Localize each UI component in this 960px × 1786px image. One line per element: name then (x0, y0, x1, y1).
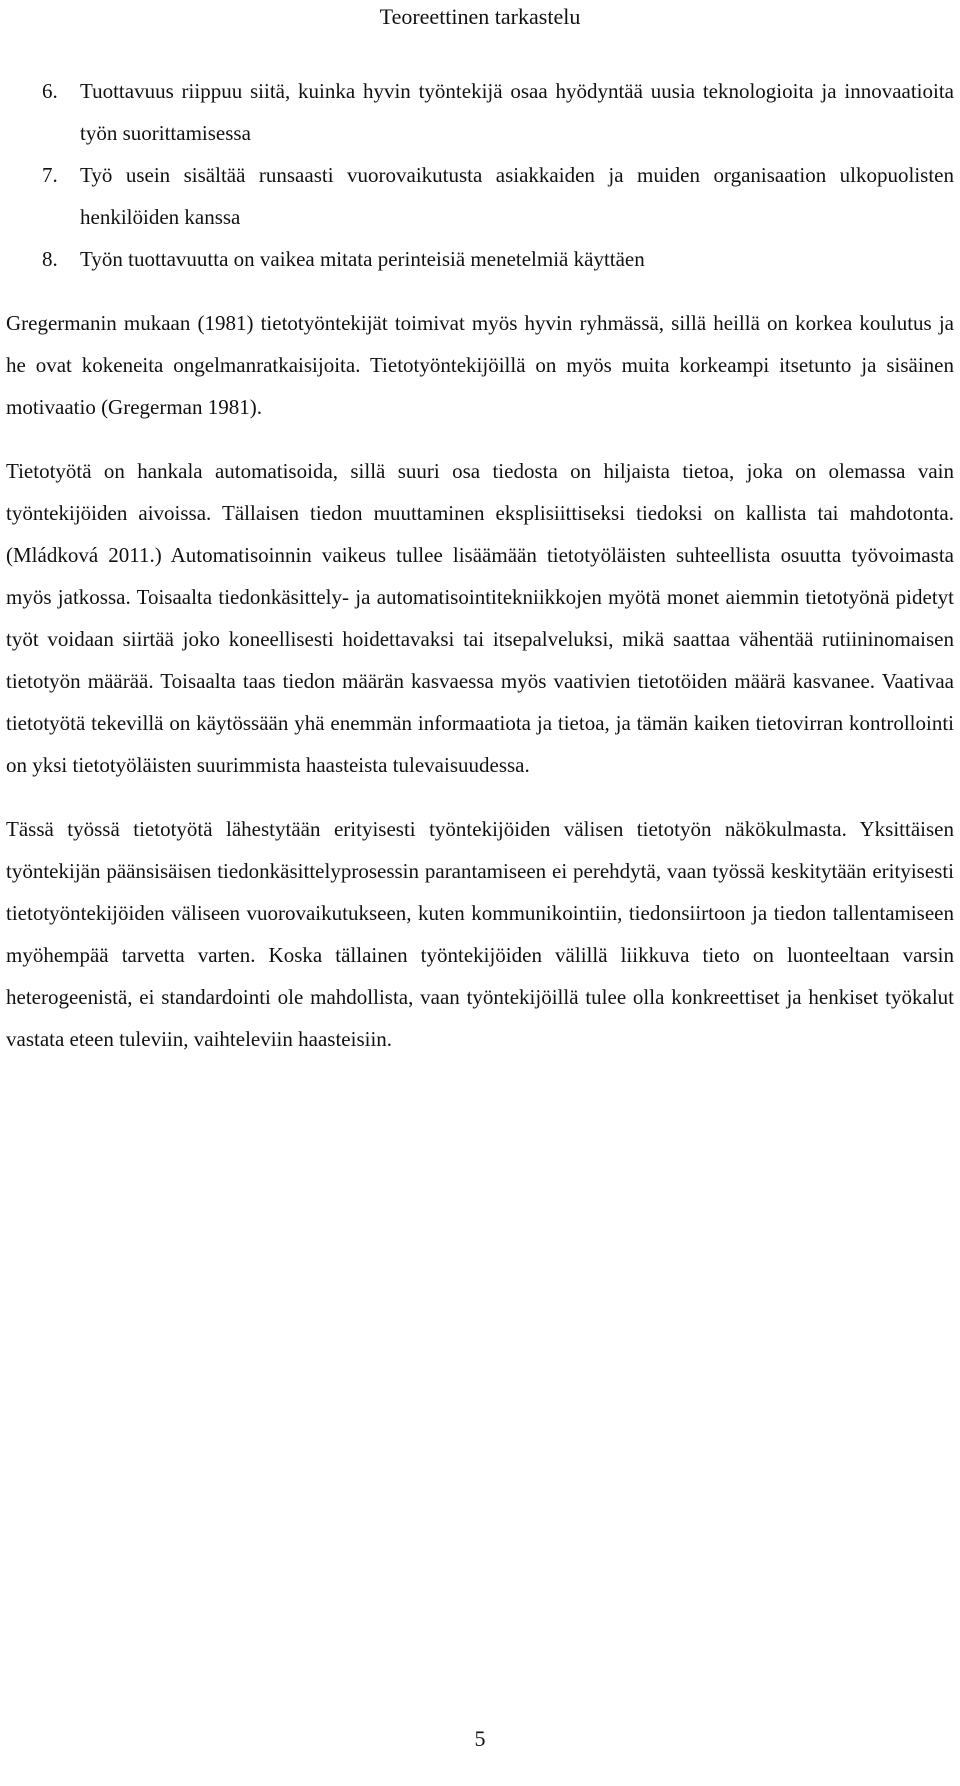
paragraph-gregerman: Gregermanin mukaan (1981) tietotyöntekijät toimivat myös hyvin ryhmässä, sillä heillä on korkea koulutus ja he ovat kokeneita ongelmanratkaisijoita. Tietotyöntekijöillä on myös muita korkeampi itsetunto ja sisäinen motivaatio (Gregerman 1981). (6, 311, 954, 419)
list-item-text: Tuottavuus riippuu siitä, kuinka hyvin työntekijä osaa hyödyntää uusia teknologioita ja innovaatioita työn suorittamisessa (80, 79, 954, 145)
list-item-number: 7. (42, 163, 58, 187)
list-item (6, 154, 954, 238)
list-item (6, 238, 954, 280)
paragraph-automation: Tietotyötä on hankala automatisoida, sillä suuri osa tiedosta on hiljaista tietoa, joka on olemassa vain työntekijöiden aivoissa. Tällaisen tiedon muuttaminen eksplisiittiseksi tiedoksi on kallista tai mahdotonta. (Mládková 2011.) Automatisoinnin vaikeus tullee lisäämään tietotyöläisten suhteellista osuutta työvoimasta myös jatkossa. Toisaalta tiedonkäsittely- ja automatisointitekniikkojen myötä monet aiemmin tietotyönä pidetyt työt voidaan siirtää joko koneellisesti hoidettavaksi tai itsepalveluksi, mikä saattaa vähentää rutiininomaisen tietotyön määrää. Toisaalta taas tiedon määrän kasvaessa myös vaativien tietotöiden määrä kasvanee. Vaativaa tietotyötä tekevillä on käytössään yhä enemmän informaatiota ja tietoa, ja tämän kaiken tietovirran kontrollointi on yksi tietotyöläisten suurimmista haasteista tulevaisuudessa. (6, 459, 954, 777)
page-number: 5 (474, 1726, 486, 1751)
list-item-number: 8. (42, 247, 58, 271)
list-item-text: Työn tuottavuutta on vaikea mitata perinteisiä menetelmiä käyttäen (80, 247, 645, 271)
list-item-number: 6. (42, 79, 58, 103)
list-item-text: Työ usein sisältää runsaasti vuorovaikutusta asiakkaiden ja muiden organisaation ulkopuolisten henkilöiden kanssa (80, 163, 954, 229)
numbered-list (6, 70, 954, 280)
paragraph-scope: Tässä työssä tietotyötä lähestytään erityisesti työntekijöiden välisen tietotyön näkökulmasta. Yksittäisen työntekijän päänsisäisen tiedonkäsittelyprosessin parantamiseen ei perehdytä, vaan työssä keskitytään erityisesti tietotyöntekijöiden väliseen vuorovaikutukseen, kuten kommunikointiin, tiedonsiirtoon ja tiedon tallentamiseen myöhempää tarvetta varten. Koska tällainen työntekijöiden välillä liikkuva tieto on luonteeltaan varsin heterogeenistä, ei standardointi ole mahdollista, vaan työntekijöillä tulee olla konkreettiset ja henkiset työkalut vastata eteen tuleviin, vaihteleviin haasteisiin. (6, 817, 954, 1051)
running-header: Teoreettinen tarkastelu (379, 4, 581, 29)
list-item (6, 70, 954, 154)
body-text (6, 70, 954, 1060)
